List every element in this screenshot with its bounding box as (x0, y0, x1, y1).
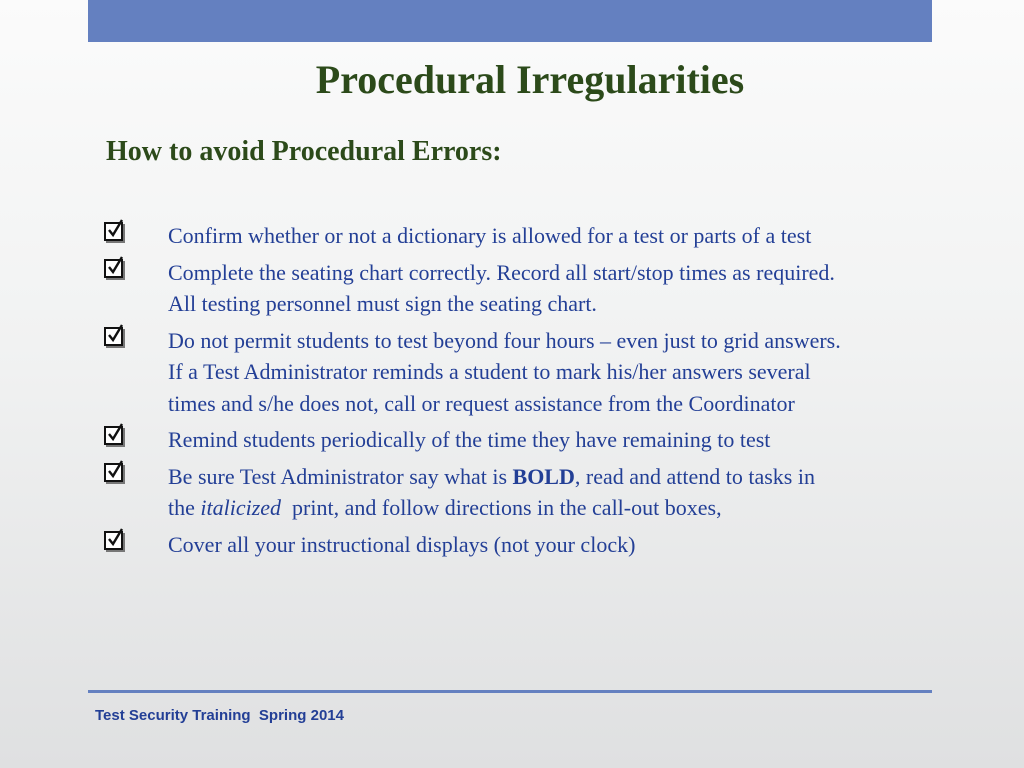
bullet-text: Cover all your instructional displays (not your clock) (168, 531, 636, 557)
bullet-text-line: All testing personnel must sign the seating chart. (168, 291, 597, 316)
footer-text: Test Security Training Spring 2014 (95, 707, 344, 724)
bullet-item (102, 325, 962, 420)
bullet-text-segment: , read and attend to tasks in (574, 463, 815, 489)
bullet-item (102, 220, 962, 252)
slide-title: Procedural Irregularities (315, 57, 745, 102)
checkbox-checked-icon (104, 259, 123, 278)
bullet-text-segment: the (168, 495, 201, 520)
bullet-item (102, 529, 962, 561)
bullet-text-line: times and s/he does not, call or request assistance from the Coordinator (168, 390, 795, 416)
header-band (88, 0, 932, 42)
footer-rule (88, 690, 932, 693)
bullet-text-segment: Be sure Test Administrator say what is (168, 463, 513, 489)
bold-word: BOLD (512, 463, 575, 489)
bullet-item (102, 461, 962, 524)
slide-subtitle: How to avoid Procedural Errors: (106, 136, 502, 167)
checkbox-checked-icon (104, 531, 123, 550)
bullet-text-line: If a Test Administrator reminds a student to mark his/her answers several (168, 359, 811, 384)
bullet-item (102, 424, 962, 456)
checkbox-checked-icon (104, 222, 123, 241)
bullet-text-line: Complete the seating chart correctly. Record all start/stop times as required. (168, 259, 835, 285)
checkbox-checked-icon (104, 463, 123, 482)
checkbox-checked-icon (104, 426, 123, 445)
bullet-text-line (168, 461, 962, 493)
italic-word: italicized (200, 495, 282, 520)
bullet-text: Confirm whether or not a dictionary is allowed for a test or parts of a test (168, 223, 812, 248)
checkbox-checked-icon (104, 327, 123, 346)
bullet-text-segment: print, and follow directions in the call-out boxes, (281, 495, 722, 520)
bullet-list (102, 220, 962, 565)
bullet-text-line (168, 492, 962, 524)
bullet-text-line: Do not permit students to test beyond four hours – even just to grid answers. (168, 327, 841, 353)
bullet-text: Remind students periodically of the time they have remaining to test (168, 427, 771, 452)
bullet-item (102, 257, 962, 320)
